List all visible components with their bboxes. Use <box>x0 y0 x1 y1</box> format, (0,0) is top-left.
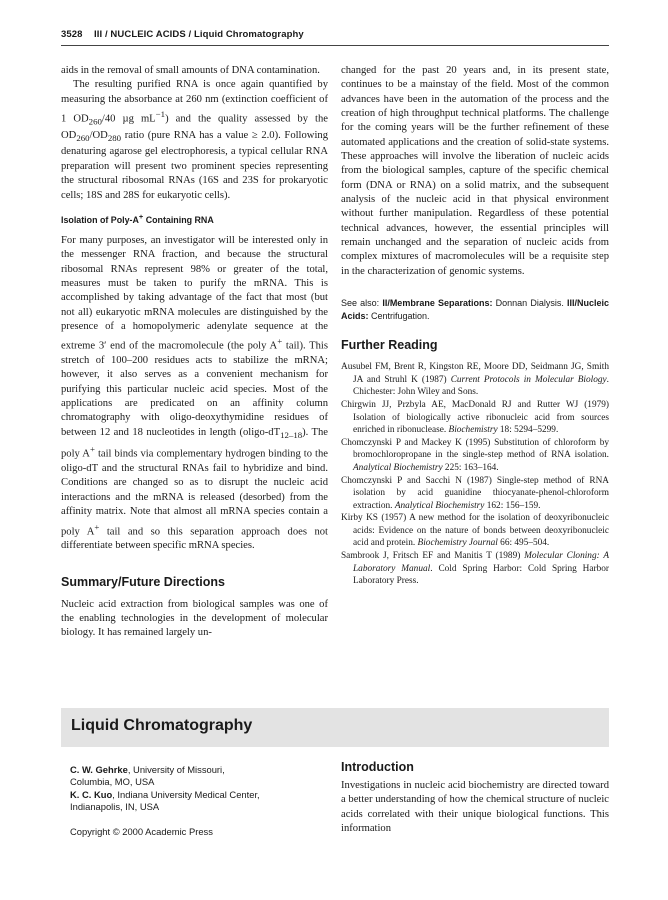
header-rule <box>61 45 609 46</box>
author-block <box>70 764 320 838</box>
reference-item: Ausubel FM, Brent R, Kingston RE, Moore DD, Seidmann JG, Smith JA and Struhl K (1987) Current Protocols in Molecular Biology. Chichester: John Wiley and Sons. <box>341 362 609 398</box>
author-line: Indianapolis, IN, USA <box>70 800 160 812</box>
reference-list <box>341 361 609 588</box>
article-title: Liquid Chromatography <box>71 717 253 734</box>
left-paragraph-1: aids in the removal of small amounts of DNA contamination. <box>61 65 320 76</box>
running-head: III / NUCLEIC ACIDS / Liquid Chromatography <box>94 29 304 40</box>
right-column <box>341 64 609 588</box>
further-reading-heading: Further Reading <box>341 338 438 353</box>
page-number: 3528 <box>61 29 83 40</box>
left-paragraph-4: Nucleic acid extraction from biological samples was one of the enabling technologies in the development of molecular biology. It has remained largely un- <box>61 598 328 639</box>
poly-a-subheading: Isolation of Poly-A+ Containing RNA <box>61 211 214 225</box>
left-column <box>61 64 328 641</box>
introduction-section <box>341 760 609 836</box>
reference-item: Chirgwin JJ, Przbyla AE, MacDonald RJ and Rutter WJ (1979) Isolation of biologically active ribonucleic acid from sources enriched in ribonuclease. Biochemistry 18: 5294–5299. <box>341 399 609 436</box>
see-also: See also: II/Membrane Separations: Donnan Dialysis. III/Nucleic Acids: Centrifugation. <box>341 298 609 322</box>
author-line: C. W. Gehrke, University of Missouri, <box>70 764 225 775</box>
article-title-banner <box>61 708 609 747</box>
introduction-text: Investigations in nucleic acid biochemistry are directed toward a better understanding of how the chemical structure of nucleic acids correlated with their unique biological functions. This information <box>341 780 609 835</box>
right-paragraph-1: changed for the past 20 years and, in its present state, continues to be a mainstay of the field. Most of the common advances have been in the automation of the process and the creation of high throughput technical platforms. The challenge for the coming years will be the further refinement of these automated applications and the creation of solid-state systems. These approaches will involve the liberation of nucleic acids from the biological samples, capture of the specific chemical form (DNA or RNA) on a solid matrix, and the subsequent analysis of the nucleic acid in that physical environment without further manipulation. Regardless of these potential technical advances, however, the essential principles will remain unchanged and the separation of nucleic acids from complex mixtures of macromolecules will be a requisite step in the characterization of genomic systems. <box>341 65 609 277</box>
introduction-heading: Introduction <box>341 760 414 774</box>
reference-item: Chomczynski P and Mackey K (1995) Substitution of chloroform by bromochloropropane in the single-step method of RNA isolation. Analytical Biochemistry 225: 163–164. <box>341 437 609 473</box>
author-line: Columbia, MO, USA <box>70 776 155 788</box>
left-paragraph-2: The resulting purified RNA is once again quantified by measuring the absorbance at 260 nm (extinction coefficient of 1 $OD_{260}/40$ µg $mL^{-1}$) and the quality assessed by the $OD_{260}/OD_{280}$ ratio (pure RNA has a value ≥ 2.0). Following denaturing agarose gel electrophoresis, a typical cellular RNA preparation will present two prominent species representing the structural ribosomal RNAs (16S and 23S for prokaryotic cells; 18S and 28S for eukaryotic cells). <box>61 79 329 201</box>
reference-item: Chomczynski P and Sacchi N (1987) Single-step method of RNA isolation by acid guanidine thiocyanate-phenol-chloroform extraction. Analytical Biochemistry 162: 156–159. <box>341 475 609 511</box>
copyright-notice: Copyright © 2000 Academic Press <box>70 826 213 838</box>
reference-item: Kirby KS (1957) A new method for the isolation of deoxyribonucleic acids: Evidence on the nature of bonds between deoxyribonucleic acid and protein. Biochemistry Journal 66: 495–504. <box>341 513 609 549</box>
left-paragraph-3: For many purposes, an investigator will be interested only in the messenger RNA fraction, and because the structural ribosomal RNAs represent 98% or greater of the total, measures must be taken to purify the mRNA. This is accomplished by taking advantage of the fact that most (but not all) eukaryotic mRNA molecules are distinguished by the presence of a homopolymeric adenylate sequence at the extreme 3′ end of the macromolecule (the poly A+ tail). This stretch of 100–200 residues acts to stabilize the mRNA; however, it also serves as a convenient mechanism for purifying this particular nucleic acid species. Most of the applications are predicated on an affinity column chromatography with oligo-deoxythymidine residues of between 12 and 18 nucleotides in length $(oligo-dT_{12-18})$. The poly A+ tail binds via complementary hydrogen binding to the oligo-dT and the structural RNAs fail to hybridize and bind. Conditions are changed so as to disrupt the nucleic acid interactions and the mRNA is released (desorbed) from the affinity matrix. Note that almost all mRNA species contain a poly A+ tail and so this separation approach does not differentiate between specific mRNA species. <box>61 234 328 552</box>
reference-item: Sambrook J, Fritsch EF and Manitis T (1989) Molecular Cloning: A Laboratory Manual. Cold Spring Harbor: Cold Spring Harbor Laboratory Press. <box>341 551 610 587</box>
summary-heading: Summary/Future Directions <box>61 574 225 589</box>
page-header <box>61 27 609 47</box>
author-line: K. C. Kuo, Indiana University Medical Center, <box>70 788 260 800</box>
